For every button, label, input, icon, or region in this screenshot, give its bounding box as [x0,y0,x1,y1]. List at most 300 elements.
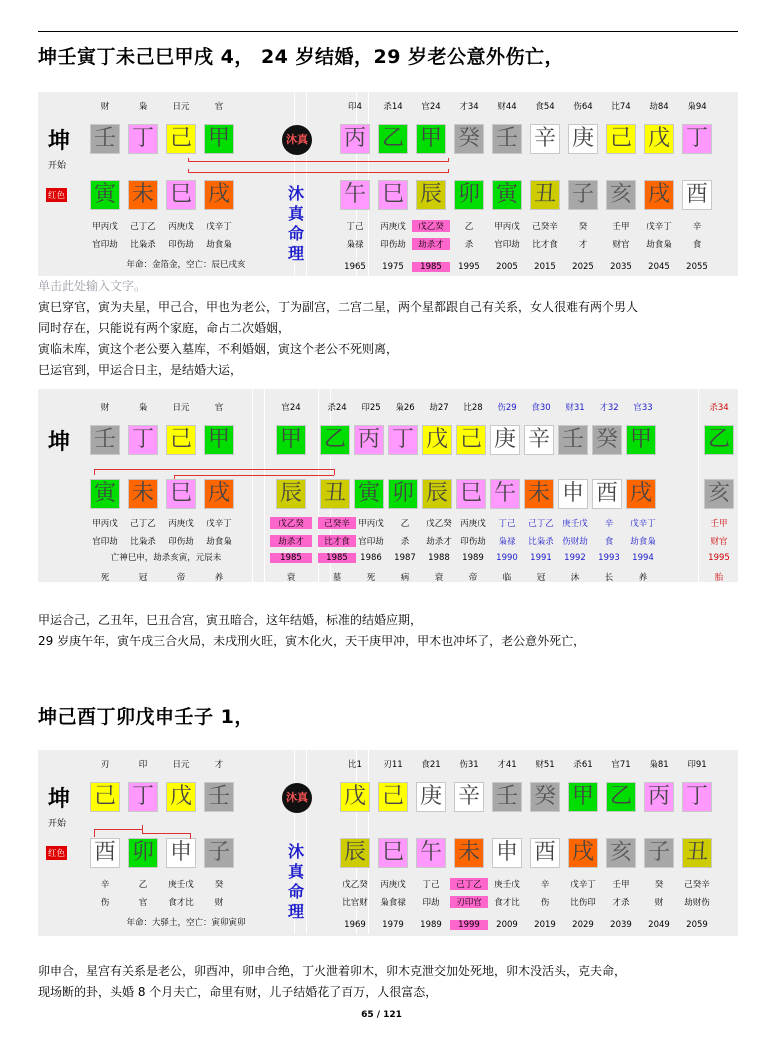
flow-stage: 长 [604,573,614,583]
relation-line [94,469,334,470]
pillar-label: 日元 [172,760,190,770]
dayun-hidden: 戊乙癸 [412,220,450,232]
dayun-branch: 未 [454,838,484,868]
flow-gods: 劫食枭 [630,537,656,547]
hongse-badge: 红色 [46,188,67,202]
dayun-gods: 刃印官 [450,896,488,908]
dayun-branch: 辰 [340,838,370,868]
dayun-branch: 子 [644,838,674,868]
dayun-year: 2015 [534,262,556,272]
pillar-label: 才 [214,760,224,770]
earthly-branch: 卯 [128,838,158,868]
flow-branch: 戌 [626,479,656,509]
dayun-branch: 卯 [454,180,484,210]
pillar-label: 印 [138,760,148,770]
relation-tick [174,475,175,479]
flow-label: 官33 [633,403,653,413]
dayun-branch: 午 [340,180,370,210]
dayun-year: 1969 [344,920,366,930]
bazi-chart-1 [38,92,738,276]
earthly-branch: 巳 [166,180,196,210]
muzhen-logo [282,125,312,155]
dayun-label: 枭81 [649,760,669,770]
relation-tick [94,829,95,837]
relation-tick [448,169,449,173]
flow-branch: 卯 [388,479,418,509]
dayun-hidden: 己丁乙 [450,878,488,890]
logo-text: 沐真 [286,791,308,804]
flow-label: 食30 [531,403,551,413]
flow-year: 1993 [598,553,620,563]
paragraph-1-line: 寅临未库，寅这个老公要入墓库，不利婚姻，寅这个老公不死则离， [38,342,399,356]
kun-glyph: 坤 [48,429,71,455]
hidden-stems: 甲丙戊 [92,519,118,529]
heavenly-stem: 壬 [90,124,120,154]
flow-gods: 劫杀才 [426,537,452,547]
flow-branch: 申 [558,479,588,509]
flow-stage: 临 [502,573,512,583]
dayun-hidden: 戊辛丁 [570,880,596,890]
dayun-stem: 庚 [416,782,446,812]
flow-branch: 巳 [456,479,486,509]
heavenly-stem: 己 [90,782,120,812]
dayun-hidden: 戊辛丁 [646,222,672,232]
paragraph-3-line: 卯申合，星宫有关系是老公，卯酉冲，卯申合绝，丁火泄着卯木，卯木克泄交加处死地，卯木没活头，克夫命， [38,964,627,978]
vertical-brand-char: 命 [287,224,304,243]
dayun-gods: 印劫 [422,898,440,908]
flow-stem: 甲 [626,425,656,455]
flow-year: 1986 [360,553,382,563]
dayun-hidden: 辛 [540,880,550,890]
kun-glyph: 坤 [48,786,71,812]
hidden-stems: 己丁乙 [130,519,156,529]
dayun-label: 比74 [611,102,631,112]
flow-gods: 伤财劫 [562,537,588,547]
life-stage: 养 [214,573,224,583]
dayun-label: 劫84 [649,102,669,112]
paragraph-2-line: 甲运合己，乙丑年，巳丑合宫，寅丑暗合，这年结婚，标准的结婚应期， [38,613,423,627]
flow-label: 财31 [565,403,585,413]
kaishi-label: 开始 [48,819,67,829]
dayun-stem: 辛 [454,782,484,812]
relation-line [142,833,190,834]
flow-label: 才32 [599,403,619,413]
dayun-hidden: 癸 [578,222,588,232]
flow-stem: 癸 [592,425,622,455]
dayun-label: 官24 [281,403,301,413]
dayun-stem: 己 [606,124,636,154]
analysis-paragraph-1 [38,297,738,381]
pillar-label: 日元 [172,102,190,112]
dayun-label: 印4 [348,102,362,112]
earthly-branch: 子 [204,838,234,868]
hidden-stems: 庚壬戊 [168,880,194,890]
flow-stage: 病 [400,573,410,583]
dayun-gods: 印伤劫 [380,240,406,250]
flow-hidden: 甲丙戊 [358,519,384,529]
flow-branch: 辰 [422,479,452,509]
dayun-year: 1975 [382,262,404,272]
hidden-stems: 丙庚戊 [168,222,194,232]
flow-label: 印25 [361,403,381,413]
dayun-stage: 衰 [286,573,296,583]
earthly-branch: 寅 [90,479,120,509]
dayun-stem: 乙 [378,124,408,154]
last-label: 杀34 [709,403,729,413]
paragraph-1-line: 寅巳穿官，寅为夫星，甲己合，甲也为老公，丁为副宫，二宫二星，两个星都跟自己有关系，女人很难有两个男人 [38,300,639,314]
top-rule [38,31,738,32]
dayun-gods: 劫杀才 [270,535,312,547]
dayun-gods: 枭食禄 [380,898,406,908]
analysis-paragraph-2 [38,610,738,652]
paragraph-2-line: 29 岁庚午年，寅午戌三合火局，未戌刑火旺，寅木化火，天干庚甲冲，甲木也冲坏了，老公意外死亡， [38,634,586,648]
dayun-branch: 午 [416,838,446,868]
dayun-branch: 寅 [492,180,522,210]
flow-hidden: 戊辛丁 [630,519,656,529]
flow-hidden: 戊乙癸 [426,519,452,529]
heading-case-1: 坤壬寅丁未己巳甲戌 4， 24 岁结婚，29 岁老公意外伤亡， [38,46,565,68]
flow-gods: 食 [604,537,614,547]
dayun-hidden: 癸 [654,880,664,890]
dayun-gods: 才杀 [612,898,630,908]
flow-label: 杀24 [327,403,347,413]
ten-gods: 印伤劫 [168,537,194,547]
last-gods: 财官 [710,537,728,547]
relation-tick [94,469,95,475]
ten-gods: 劫食枭 [206,537,232,547]
pillar-label: 枭 [138,102,148,112]
earthly-branch: 未 [128,180,158,210]
dayun-label: 印91 [687,760,707,770]
dayun-year: 1965 [344,262,366,272]
pillar-label: 日元 [172,403,190,413]
flow-hidden: 丙庚戊 [460,519,486,529]
relation-tick [142,825,143,833]
dayun-label: 官24 [421,102,441,112]
shensha-line: 亡神巳申，劫杀亥寅，元辰未 [110,553,222,563]
dayun-stem: 癸 [454,124,484,154]
dayun-gods: 财官 [612,240,630,250]
dayun-label: 伤31 [459,760,479,770]
flow-year: 1985 [318,553,356,563]
dayun-label: 食54 [535,102,555,112]
dayun-gods: 比官财 [342,898,368,908]
flow-stem: 己 [456,425,486,455]
dayun-branch: 亥 [606,838,636,868]
ten-gods: 伤 [100,898,110,908]
flow-hidden: 己丁乙 [528,519,554,529]
flow-label: 伤29 [497,403,517,413]
dayun-hidden: 戊乙癸 [342,880,368,890]
flow-gods: 比才食 [318,535,356,547]
heavenly-stem: 己 [166,425,196,455]
dayun-branch: 巳 [378,838,408,868]
vertical-brand-char: 沐 [287,184,304,203]
ten-gods: 食才比 [168,898,194,908]
last-year: 1995 [708,553,730,563]
dayun-stem: 乙 [606,782,636,812]
paragraph-1-line: 巳运官到，甲运合日主，是结婚大运， [38,363,243,377]
dayun-gods: 枭禄 [346,240,364,250]
flow-hidden: 己癸辛 [318,517,356,529]
flow-year: 1994 [632,553,654,563]
dayun-stem: 甲 [276,425,306,455]
dayun-stem: 丁 [682,124,712,154]
pillar-label: 财 [100,403,110,413]
heavenly-stem: 丁 [128,782,158,812]
dayun-gods: 劫食枭 [646,240,672,250]
relation-tick [188,158,189,162]
dayun-label: 财44 [497,102,517,112]
ten-gods: 劫食枭 [206,240,232,250]
earthly-branch: 戌 [204,180,234,210]
logo-text: 沐真 [286,133,308,146]
heavenly-stem: 丁 [128,124,158,154]
flow-stem: 丙 [354,425,384,455]
page-number: 65 / 121 [361,1010,402,1020]
relation-line [174,475,334,476]
dayun-branch: 丑 [682,838,712,868]
hidden-stems: 己丁乙 [130,222,156,232]
dayun-stem: 壬 [492,782,522,812]
hongse-badge: 红色 [46,846,67,860]
flow-year: 1987 [394,553,416,563]
last-hidden: 壬甲 [710,519,728,529]
ten-gods: 官 [138,898,148,908]
earthly-branch: 未 [128,479,158,509]
dayun-branch: 亥 [606,180,636,210]
life-stage: 死 [100,573,110,583]
dayun-year: 2035 [610,262,632,272]
dayun-stem: 戊 [644,124,674,154]
divider [306,750,307,934]
heavenly-stem: 戊 [166,782,196,812]
ten-gods: 印伤劫 [168,240,194,250]
hidden-stems: 戊辛丁 [206,519,232,529]
dayun-label: 杀14 [383,102,403,112]
relation-line [188,172,448,173]
flow-stem: 丁 [388,425,418,455]
flow-branch: 未 [524,479,554,509]
dayun-year: 2055 [686,262,708,272]
earthly-branch: 寅 [90,180,120,210]
flow-branch: 丑 [320,479,350,509]
pillar-label: 财 [100,102,110,112]
earthly-branch: 申 [166,838,196,868]
flow-hidden: 辛 [604,519,614,529]
relation-line [188,161,448,162]
dayun-year: 2005 [496,262,518,272]
flow-stage: 衰 [434,573,444,583]
dayun-year: 1985 [412,262,450,272]
hidden-stems: 辛 [100,880,110,890]
dayun-gods: 杀 [464,240,474,250]
dayun-label: 刃11 [383,760,403,770]
flow-stage: 帝 [468,573,478,583]
dayun-stem: 丙 [644,782,674,812]
dayun-stem: 己 [378,782,408,812]
dayun-label: 才34 [459,102,479,112]
divider [264,389,265,582]
ten-gods: 比枭杀 [130,537,156,547]
dayun-branch: 戌 [568,838,598,868]
flow-year: 1992 [564,553,586,563]
dayun-gods: 食才比 [494,898,520,908]
dayun-label: 比1 [348,760,362,770]
flow-label: 劫27 [429,403,449,413]
dayun-gods: 劫财伤 [684,898,710,908]
pillar-label: 官 [214,102,224,112]
flow-hidden: 丁己 [498,519,516,529]
dayun-stem: 辛 [530,124,560,154]
heavenly-stem: 甲 [204,425,234,455]
dayun-gods: 比伤印 [570,898,596,908]
dayun-branch: 酉 [682,180,712,210]
flow-stage: 养 [638,573,648,583]
vertical-brand-char: 沐 [287,842,304,861]
hidden-stems: 甲丙戊 [92,222,118,232]
heavenly-stem: 己 [166,124,196,154]
flow-stage: 墓 [332,573,342,583]
vertical-brand-char: 命 [287,882,304,901]
dayun-branch: 辰 [276,479,306,509]
hidden-stems: 乙 [138,880,148,890]
dayun-label: 杀61 [573,760,593,770]
last-stem: 乙 [704,425,734,455]
dayun-stem: 甲 [568,782,598,812]
dayun-stem: 壬 [492,124,522,154]
kun-glyph: 坤 [48,128,71,154]
hidden-stems: 癸 [214,880,224,890]
dayun-branch: 酉 [530,838,560,868]
dayun-label: 官71 [611,760,631,770]
dayun-hidden: 甲丙戊 [494,222,520,232]
flow-branch: 寅 [354,479,384,509]
dayun-year: 1995 [458,262,480,272]
divider [252,389,253,582]
ten-gods: 比枭杀 [130,240,156,250]
dayun-hidden: 庚壬戊 [494,880,520,890]
flow-stage: 死 [366,573,376,583]
bazi-chart-3 [38,750,738,936]
flow-hidden: 庚壬戊 [562,519,588,529]
flow-year: 1989 [462,553,484,563]
last-branch: 亥 [704,479,734,509]
vertical-brand-char: 真 [287,862,304,881]
dayun-gods: 才 [578,240,588,250]
dayun-stem: 癸 [530,782,560,812]
dayun-hidden: 辛 [692,222,702,232]
relation-tick [334,469,335,475]
dayun-year: 2019 [534,920,556,930]
dayun-gods: 官印劫 [494,240,520,250]
dayun-year: 2059 [686,920,708,930]
dayun-year: 2025 [572,262,594,272]
dayun-gods: 劫杀才 [412,238,450,250]
dayun-hidden: 丙庚戊 [380,222,406,232]
flow-branch: 酉 [592,479,622,509]
dayun-label: 才41 [497,760,517,770]
dayun-branch: 子 [568,180,598,210]
dayun-label: 枭94 [687,102,707,112]
life-stage: 帝 [176,573,186,583]
dayun-year: 2049 [648,920,670,930]
flow-gods: 官印劫 [358,537,384,547]
hidden-stems: 戊辛丁 [206,222,232,232]
ten-gods: 官印劫 [92,537,118,547]
heavenly-stem: 丁 [128,425,158,455]
flow-stem: 庚 [490,425,520,455]
dayun-stem: 丙 [340,124,370,154]
dayun-hidden: 己癸辛 [532,222,558,232]
heavenly-stem: 壬 [90,425,120,455]
dayun-stem: 甲 [416,124,446,154]
flow-hidden: 乙 [400,519,410,529]
earthly-branch: 戌 [204,479,234,509]
flow-stem: 乙 [320,425,350,455]
divider [306,92,307,276]
pillar-label: 刃 [100,760,110,770]
flow-gods: 印伤劫 [460,537,486,547]
dayun-gods: 财 [654,898,664,908]
last-stage: 胎 [714,573,724,583]
heavenly-stem: 壬 [204,782,234,812]
paragraph-3-line: 现场断的卦，头婚 8 个月夫亡，命里有财，儿子结婚花了百万，人很富态， [38,985,438,999]
nayin-line: 年命：大驿土，空亡：寅卯寅卯 [126,918,246,928]
dayun-hidden: 壬甲 [612,880,630,890]
ten-gods: 财 [214,898,224,908]
dayun-year: 2009 [496,920,518,930]
vertical-brand-char: 理 [287,902,304,921]
relation-tick [188,169,189,173]
dayun-label: 伤64 [573,102,593,112]
dayun-branch: 巳 [378,180,408,210]
dayun-year: 2045 [648,262,670,272]
earthly-branch: 巳 [166,479,196,509]
dayun-label: 食21 [421,760,441,770]
relation-tick [448,158,449,162]
vertical-brand-char: 真 [287,204,304,223]
dayun-hidden: 戊乙癸 [270,517,312,529]
heading-case-2: 坤己酉丁卯戊申壬子 1， [38,706,254,728]
dayun-hidden: 丁己 [422,880,440,890]
pillar-label: 官 [214,403,224,413]
flow-stage: 沐 [570,573,580,583]
flow-label: 枭26 [395,403,415,413]
dayun-hidden: 己癸辛 [684,880,710,890]
ten-gods: 官印劫 [92,240,118,250]
flow-year: 1991 [530,553,552,563]
dayun-gods: 食 [692,240,702,250]
flow-stage: 冠 [536,573,546,583]
life-stage: 冠 [138,573,148,583]
flow-gods: 比枭杀 [528,537,554,547]
dayun-hidden: 丁己 [346,222,364,232]
relation-line [94,829,142,830]
dayun-stem: 戊 [340,782,370,812]
flow-year: 1990 [496,553,518,563]
dayun-branch: 戌 [644,180,674,210]
nayin-line: 年命：金箔金，空亡：辰巳戌亥 [126,260,246,270]
dayun-stem: 丁 [682,782,712,812]
hint-text[interactable]: 单击此处输入文字。 [38,279,147,293]
muzhen-logo [282,783,312,813]
flow-stem: 戊 [422,425,452,455]
flow-gods: 杀 [400,537,410,547]
bazi-chart-2 [38,389,738,582]
flow-stem: 辛 [524,425,554,455]
analysis-paragraph-3 [38,961,738,1003]
